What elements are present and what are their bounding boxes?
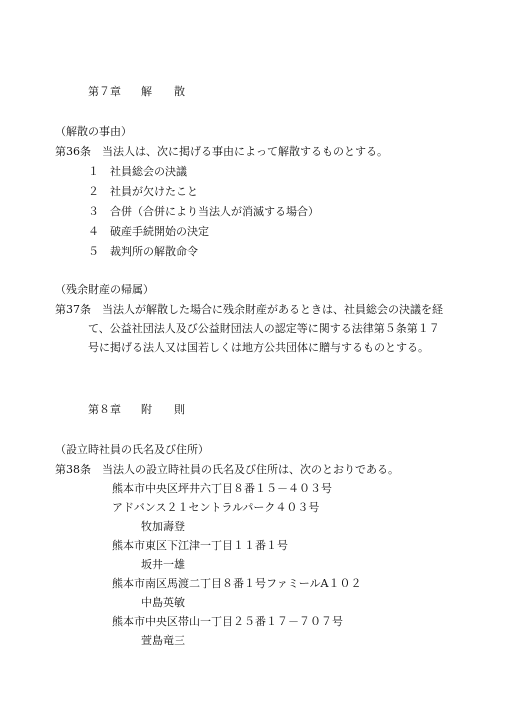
chapter-8-title: 附 則 (141, 403, 185, 416)
member-address: 熊本市中央区帯山一丁目２５番１７－７０７号 (112, 615, 343, 628)
founders-caption: （設立時社員の氏名及び住所） (55, 443, 209, 456)
chapter-8-label: 第８章 (88, 403, 121, 416)
chapter-7-title: 解 散 (141, 85, 185, 98)
chapter-8-heading (88, 403, 185, 417)
article-36: 第36条 当法人は、次に掲げる事由によって解散するものとする。 (55, 145, 388, 158)
member-address: 熊本市南区馬渡二丁目８番１号ファミールA１０２ (112, 577, 362, 590)
article-37-line-1: 第37条 当法人が解散した場合に残余財産があるときは、社員総会の決議を経 (55, 303, 443, 316)
member-address: 熊本市東区下江津一丁目１１番１号 (112, 539, 288, 552)
dissolution-item: ５ 裁判所の解散命令 (88, 245, 198, 258)
member-address-line-2: アドバンス２１セントラルパーク４０３号 (112, 501, 320, 514)
member-name: 牧加壽登 (141, 520, 185, 533)
dissolution-item: ４ 破産手続開始の決定 (88, 225, 209, 238)
chapter-7-heading (88, 85, 185, 99)
residual-caption: （残余財産の帰属） (55, 283, 154, 296)
dissolution-caption: （解散の事由） (55, 125, 132, 138)
member-name: 坂井一雄 (141, 558, 185, 571)
article-37-line-2: て、公益社団法人及び公益財団法人の認定等に関する法律第５条第１７ (88, 322, 440, 335)
dissolution-item: ２ 社員が欠けたこと (88, 185, 198, 198)
member-name: 萱島竜三 (141, 634, 185, 647)
member-address: 熊本市中央区坪井六丁目８番１５－４０３号 (112, 482, 332, 495)
dissolution-item: ３ 合併（合併により当法人が消滅する場合） (88, 205, 319, 218)
article-37-line-3: 号に掲げる法人又は国若しくは地方公共団体に贈与するものとする。 (88, 341, 429, 354)
dissolution-item: １ 社員総会の決議 (88, 165, 187, 178)
article-38: 第38条 当法人の設立時社員の氏名及び住所は、次のとおりである。 (55, 463, 399, 476)
chapter-7-label: 第７章 (88, 85, 121, 98)
member-name: 中島英敏 (141, 596, 185, 609)
